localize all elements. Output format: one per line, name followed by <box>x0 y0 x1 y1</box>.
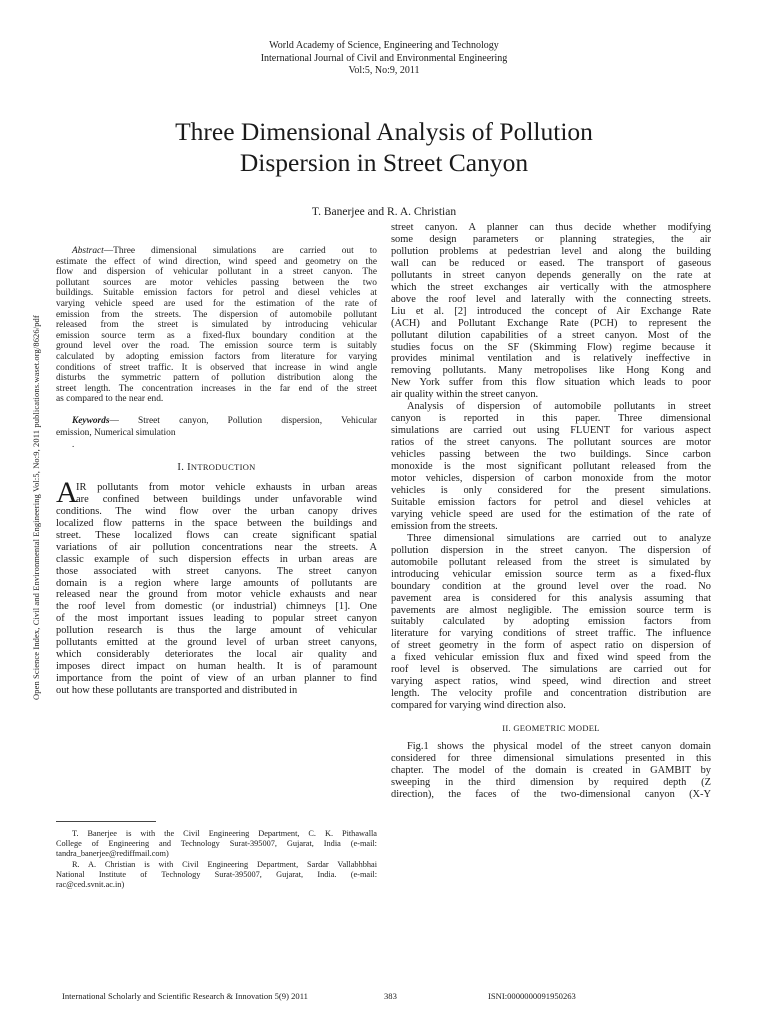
abstract-line: ground level over the road. The emission source term is suitably <box>56 341 377 352</box>
intro-line: localized flow patterns in the space between the buildings and <box>56 517 377 529</box>
abstract-line: varying vehicle speed are used for the estimation of the rate of <box>56 298 377 309</box>
body-line: ratios of the street canyons. The pollutant sources are motor <box>391 437 711 449</box>
intro-line: the roof level from domestic (or industrial) chimneys [1]. One <box>56 601 377 613</box>
body-line: monoxide is the most significant pollutant released from the <box>391 461 711 473</box>
title-line: Three Dimensional Analysis of Pollution <box>175 117 593 146</box>
body-line: pollution dispersion in the street canyon. The dispersion of <box>391 544 711 556</box>
intro-line: domain is a region where large amounts of pollutants are <box>56 577 377 589</box>
body-line: Liu et al. [2] introduced the concept of Air Exchange Rate <box>391 305 711 317</box>
abstract-line: calculated by adopting emission factors from literature for varying <box>56 351 377 362</box>
side-note-text: Open Science Index, Civil and Environmental Engineering Vol:5, No:9, 2011 publications.waset.org/8626/pdf <box>31 315 41 700</box>
abstract-line: disturbs the symmetric pattern of pollution distribution along the <box>56 373 377 384</box>
body-line: pavement area is considered for this analysis assuming that <box>391 592 711 604</box>
body-line: street canyon. A planner can thus decide whether modifying <box>391 222 711 233</box>
footnote-2 <box>56 860 377 891</box>
body-line: which the street exchanges air vertically with the atmosphere <box>391 281 711 293</box>
body-line: vehicles passing between the two buildings. Since carbon <box>391 449 711 461</box>
paragraph-1 <box>391 222 711 401</box>
body-line: pavements are almost negligible. The emission source term is <box>391 604 711 616</box>
keywords-text: — Street canyon, Pollution dispersion, Vehicular <box>109 415 377 426</box>
body-line: motor vehicles, dispersion of carbon monoxide from the motor <box>391 473 711 485</box>
section-first-letter: I <box>187 461 191 473</box>
body-line: varying vehicle speed are used for the estimation of the rate of <box>391 508 711 520</box>
abstract-line: buildings. Suitable emission factors for petrol and diesel vehicles at <box>56 288 377 299</box>
body-line: New York suffer from this flow situation which leads to poor <box>391 377 711 389</box>
abstract-line <box>56 246 377 257</box>
left-column <box>56 246 377 697</box>
intro-line: importance from the point of view of an urban planner to find <box>56 673 377 685</box>
section-number: I. <box>177 461 185 473</box>
abstract <box>56 246 377 405</box>
footnote-line: R. A. Christian is with Civil Engineering Department, Sardar Vallabhbhai <box>72 859 377 869</box>
body-line: provides minimal ventilation and is relatively ineffective in <box>391 353 711 365</box>
body-line: pollutants in street canyon depends generally on the rate at <box>391 269 711 281</box>
body-line: pollutant dilution capabilities of a street canyon. Most of the <box>391 329 711 341</box>
journal-line: International Journal of Civil and Environmental Engineering <box>260 52 508 64</box>
abstract-line: released from the street is simulated by introducing vehicular <box>56 320 377 331</box>
intro-line: of the most important issues leading to popular street canyon <box>56 613 377 625</box>
body-line: chapter. The model of the domain is created in GAMBIT by <box>391 764 711 776</box>
body-line: considered for three dimensional simulations presented in this <box>391 753 711 765</box>
body-line: pollution problems at pedestrian level and along the building <box>391 245 711 257</box>
body-line: literature for varying conditions of street traffic. The influence <box>391 628 711 640</box>
section-rest: NTRODUCTION <box>190 461 256 472</box>
body-line: emission from the streets. <box>391 520 498 532</box>
intro-line: variations of air pollution concentrations near the streets. A <box>56 541 377 553</box>
section-text: II. GEOMETRIC MODEL <box>502 723 600 734</box>
intro-line: classic example of such dispersion effects in urban areas are <box>56 553 377 565</box>
footnote-line: T. Banerjee is with the Civil Engineering Department, C. K. Pithawalla <box>72 829 377 838</box>
body-line: Fig.1 shows the physical model of the street canyon domain <box>407 741 711 753</box>
intro-line: pollutants emitted at the ground level of urban street canyons, <box>56 637 377 649</box>
body-line: suitably calculated by adopting emission factors from <box>391 616 711 628</box>
keywords-lines <box>56 415 377 439</box>
footer-isni: ISNI:0000000091950263 <box>488 991 576 1001</box>
intro-line: pollution research is thus the large amount of vehicular <box>56 625 377 637</box>
footnote-line: National Institute of Technology Surat-395007, Gujarat, India. (e-mail: <box>56 869 377 879</box>
body-line: sweeping in the third dimension by required depth (Z <box>391 776 711 788</box>
right-column <box>391 222 711 801</box>
body-line: roof level is observed. The simulations are carried out for <box>391 664 711 676</box>
abstract-line: as compared to the near end. <box>56 394 164 405</box>
paper-title <box>0 116 768 178</box>
paragraph-3 <box>391 533 711 712</box>
body-line: wall can be reduced or eased. The transport of gaseous <box>391 257 711 269</box>
body-line: Three dimensional simulations are carried out to analyze <box>407 532 711 544</box>
intro-line: conditions. The wind flow over the urban canopy drives <box>56 505 377 517</box>
footnote-line: rac@ced.svnit.ac.in) <box>56 880 125 890</box>
footnote-1 <box>56 829 377 860</box>
page-number: 383 <box>384 991 397 1001</box>
body-line: removing pollutants. Many metropolises like Hong Kong and <box>391 365 711 377</box>
section-heading-introduction <box>56 462 377 473</box>
paragraph-2 <box>391 401 711 532</box>
keywords-line: emission, Numerical simulation <box>56 427 176 438</box>
body-line: a fixed vehicular emission flux and fixed wind speed from the <box>391 652 711 664</box>
body-line: varying aspect ratios, wind speed, wind direction and street <box>391 676 711 688</box>
abstract-line: street length. The concentration increases in the far end of the street <box>56 383 377 394</box>
body-line: simulations are carried out using FLUENT for various aspect <box>391 425 711 437</box>
drop-cap: A <box>56 475 78 509</box>
footer-publisher: International Scholarly and Scientific Research & Innovation 5(9) 2011 <box>62 991 308 1001</box>
title-line: Dispersion in Street Canyon <box>239 148 529 177</box>
body-line: studies focus on the SF (Skimming Flow) regime because it <box>391 341 711 353</box>
body-line: (ACH) and Pollutant Exchange Rate (PCH) to represent the <box>391 317 711 329</box>
introduction-text <box>56 475 377 697</box>
journal-line: World Academy of Science, Engineering and Technology <box>269 40 499 51</box>
intro-lines <box>56 475 377 697</box>
intro-line: street. These localized flows can create significant spatial <box>56 529 377 541</box>
footnotes <box>56 829 377 890</box>
keywords <box>56 415 377 439</box>
footnote-rule <box>56 821 156 822</box>
body-line: vehicles is only considered for the present simulations. <box>391 484 711 496</box>
intro-line: out how these pollutants are transported and distributed in <box>56 685 298 697</box>
body-line: compared for varying wind direction also. <box>391 700 566 712</box>
body-line: Suitable emission factors for petrol and diesel vehicles at <box>391 496 711 508</box>
body-line: air quality within the street canyon. <box>391 389 539 401</box>
intro-line: released near the ground from motor vehicle exhausts and near <box>56 589 377 601</box>
body-line: length. The velocity profile and concentration distribution are <box>391 688 711 700</box>
intro-line: IR pollutants from motor vehicle exhausts in urban areas <box>76 481 377 493</box>
section-heading-geometric-model <box>391 723 711 734</box>
abstract-line: emission from the streets. The dispersion of automobile pollutant <box>56 309 377 320</box>
footnote-line: College of Engineering and Technology Surat-395007, Gujarat, India (e-mail: <box>56 839 377 849</box>
body-line: some design parameters or planning strategies, the air <box>391 233 711 245</box>
abstract-line: conditions of street traffic. It is observed that increase in wind angle <box>56 362 377 373</box>
journal-line: Vol:5, No:9, 2011 <box>348 65 420 76</box>
intro-line: imposes direct impact on human health. It is of paramount <box>56 661 377 673</box>
body-line: of street geometry in the form of aspect ratio on dispersion of <box>391 640 711 652</box>
body-line: automobile pollutant released from the street is simulated by <box>391 556 711 568</box>
intro-line: which considerably deteriorates the local air quality and <box>56 649 377 661</box>
intro-line: those associated with street canyons. The street canyon <box>56 565 377 577</box>
paragraph-4 <box>391 741 711 801</box>
footnote-line: tandra_banerjee@rediffmail.com) <box>56 849 169 859</box>
abstract-lead: Abstract <box>72 246 104 256</box>
intro-line: are confined between buildings under unfavorable wind <box>76 493 377 505</box>
body-line: introducing vehicular emission source term as a fixed-flux <box>391 568 711 580</box>
abstract-line: emission source term as a fixed-flux boundary condition at the <box>56 330 377 341</box>
abstract-line: estimate the effect of wind direction, wind speed and geometry on the <box>56 256 377 267</box>
stray-mark: . <box>72 438 75 449</box>
abstract-line: flow and dispersion of vehicular pollutant in a street canyon. The <box>56 267 377 278</box>
abstract-lines <box>56 246 377 405</box>
abstract-line: pollutant sources are motor vehicles passing between the two <box>56 277 377 288</box>
journal-header <box>0 40 768 78</box>
keywords-lead: Keywords <box>72 415 110 426</box>
authors: T. Banerjee and R. A. Christian <box>311 206 457 218</box>
body-line: canyon is reported in this paper. Three dimensional <box>391 413 711 425</box>
body-line: above the roof level and laterally with the connecting streets. <box>391 293 711 305</box>
body-line: Analysis of dispersion of automobile pollutants in street <box>407 401 711 413</box>
page-footer <box>0 991 768 1003</box>
body-line: direction), the faces of the two-dimensional canyon (X-Y <box>391 788 711 800</box>
keywords-line <box>56 415 377 427</box>
abstract-text: —Three dimensional simulations are carried out to <box>103 246 377 256</box>
body-line: boundary condition at the ground level over the road. No <box>391 580 711 592</box>
